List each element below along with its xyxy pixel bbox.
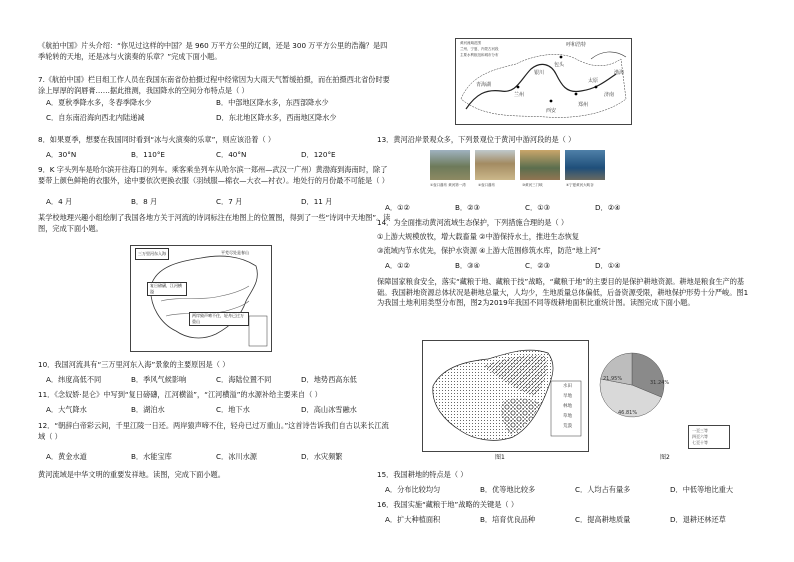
pie-legend [688,425,730,449]
land-use-legend-grassland: 草地 [563,414,572,419]
q14-option-b[interactable]: B．③④ [455,261,481,270]
map-legend-item-1: 黄河流域范围 [460,41,481,45]
city-label: 西安 [546,108,557,114]
q12-option-a[interactable]: A．黄金水道 [46,452,87,461]
q9-option-c[interactable]: C．7 月 [216,197,243,206]
q7-options-row2 [46,113,337,123]
pie-legend-item-3: 七至十等 [692,440,708,445]
land-use-legend-desert: 荒漠 [563,424,572,429]
intro-paragraph-2: 某学校地理兴趣小组绘制了我国各地方关于河流的诗词标注在地图上的位置图，得到了一些“诗词中天地图”。读图，完成下面小题。 [38,213,391,233]
q7-options-row1 [46,98,329,108]
q12-options [46,452,342,462]
photo-3 [520,150,560,180]
q14-statement-line-1: ①上游大规模放牧，增大载畜量 ②中游保持水土，推进生态恢复 [377,232,580,241]
q8-option-b[interactable]: B．110°E [131,150,165,159]
q12-option-d[interactable]: D．水灾频繁 [301,452,343,461]
q11-option-a[interactable]: A．大气降水 [46,405,87,414]
photo-2 [475,150,515,180]
q15-option-d[interactable]: D．中低等地比重大 [670,485,734,494]
map-legend-item-3: 主要水利枢纽和城市分布 [460,53,499,57]
photo-caption-1: ①壶口瀑布 黄河第一湾 [430,183,466,187]
q10-option-a[interactable]: A．纬度高低不同 [46,375,102,384]
photo-4 [565,150,605,180]
q15-option-c[interactable]: C．人均占有量多 [575,485,631,494]
city-label: 郑州 [578,102,589,108]
q14-option-c[interactable]: C．②③ [525,261,551,270]
pie-label-3: 21.95% [603,376,623,382]
q16-option-b[interactable]: B．培育优良品种 [480,515,536,524]
land-use-legend-forest: 林地 [563,404,572,409]
pie-legend-item-2: 四至六等 [692,434,708,439]
question-12: 12．“朝辞白帝彩云间，千里江陵一日还。两岸猿声啼不住，轻舟已过万重山。”这首诗告诉我们自古以来长江流域（ ） [38,421,389,441]
city-label: 太原 [588,78,599,84]
q7-option-a[interactable]: A．夏秋季降水多，冬春季降水少 [46,98,152,107]
map-legend-item-2: 兰州、宁夏、内蒙古河段 [460,47,499,51]
photo-caption-3: ③黄河三门峡 [522,183,543,187]
q13-option-c[interactable]: C．①③ [525,203,551,212]
question-9: 9．K 字头列车是哈尔滨开往海口的列车。乘客乘坐列车从哈尔滨一郑州—武汉一广州）黄渤海到海南时，除了要带上颜色鲜艳的衣服外，途中要依次更换衣服（羽绒服—棉衣—大衣—衬衣）。地处行的月份最不可能是（ ） [38,165,389,185]
china-river-poem-map [130,245,272,352]
pie-label-2: 46.81% [618,410,638,416]
q11-option-c[interactable]: C．地下水 [216,405,250,414]
map1-label-d: 平芜尽处是春山 [221,250,249,255]
q8-option-a[interactable]: A．30°N [46,150,77,159]
figure-2-caption: 图2 [660,454,670,461]
pie-legend-item-1: 一至三等 [692,428,708,433]
q16-options [385,515,726,525]
q11-options [46,405,357,415]
question-15: 15．我国耕地的特点是（ ） [377,470,468,479]
question-10: 10．我国河流具有“三万里河东入海”景象的主要原因是（ ） [38,360,230,369]
question-14: 14．为全面推动黄河流域生态保护，下列措施合理的是（ ） [377,218,569,227]
city-label: 渤海 [614,70,625,76]
q10-option-c[interactable]: C．海陆位置不同 [216,375,272,384]
city-label: 银川 [534,70,545,76]
photo-1 [430,150,470,180]
q14-option-d[interactable]: D．①④ [595,261,621,270]
china-outline-icon [131,246,271,351]
land-use-legend-paddy: 水田 [563,384,572,389]
city-label: 包头 [554,62,565,68]
q13-option-a[interactable]: A．①② [385,203,410,212]
q14-options [385,261,621,271]
q15-option-b[interactable]: B．优等地比较多 [480,485,536,494]
q7-option-b[interactable]: B．中部地区降水多，东西部降水少 [216,98,329,107]
q15-option-a[interactable]: A．分布比较均匀 [385,485,441,494]
q13-option-d[interactable]: D．②④ [595,203,621,212]
map1-label-b: 复日磅礴，江河横溢 [147,282,187,296]
question-16: 16．我国实施“藏粮于地”战略的关键是（ ） [377,500,519,509]
q12-option-b[interactable]: B．水能宝库 [131,452,172,461]
q16-option-a[interactable]: A．扩大种植面积 [385,515,441,524]
q16-option-c[interactable]: C．提高耕地质量 [575,515,631,524]
question-11: 11．《念奴娇·昆仑》中写到“复日磅礴，江河横溢”，“江河横溢”的水源补给主要来自（ ） [38,390,322,399]
q9-option-a[interactable]: A．4 月 [46,197,73,206]
q14-option-a[interactable]: A．①② [385,261,410,270]
figure-1-caption: 图1 [495,454,505,461]
q8-options [46,150,336,160]
q7-option-c[interactable]: C．自东南沿海向西北内陆递减 [46,113,145,122]
map1-label-a: 三万里河东入海 [135,248,169,260]
yellow-river-basin-map [455,38,632,125]
q11-option-d[interactable]: D．高山冰雪融水 [301,405,357,414]
q7-option-d[interactable]: D．东北地区降水多，西南地区降水少 [216,113,337,122]
city-label: 青海湖 [476,82,492,88]
question-13: 13．黄河沿岸景观众多，下列景观位于黄河中游河段的是（ ） [377,135,576,144]
q11-option-b[interactable]: B．湖泊水 [131,405,165,414]
q10-option-d[interactable]: D．地势西高东低 [301,375,357,384]
city-label: 兰州 [514,92,525,98]
pie-label-1: 31.24% [650,380,670,386]
q15-options [385,485,733,495]
intro-paragraph-4: 保障国家粮食安全，落实“藏粮于地、藏粮于技”战略，“藏粮于地”的主要目的是保护耕地资源。耕地是粮食生产的基础。我国耕地资源总体状况是耕地总量大，人均少，生地质量总体偏低，后备资源受限，耕地保护形势十分严峻。图1为我国土地利用类型分布图，图2为2019年我国不同等级耕地面积比重统计图。读图完成下面小题。 [377,277,749,307]
photo-caption-2: ②壶口瀑布 [478,183,496,187]
q13-option-b[interactable]: B．②③ [455,203,481,212]
q8-option-d[interactable]: D．120°E [301,150,336,159]
q9-option-d[interactable]: D．11 月 [301,197,333,206]
city-label: 济南 [604,92,615,98]
intro-paragraph: 《航拍中国》片头介绍：“你见过这样的中国？是 960 万平方公里的辽阔，还是 300 万平方公里的浩瀚？是四季轮转的天地，还是冰与火演奏的乐章？”完成下面小题。 [38,41,388,61]
q8-option-c[interactable]: C．40°N [216,150,247,159]
land-use-legend-dryland: 旱地 [563,394,572,399]
q12-option-c[interactable]: C．冰川水源 [216,452,257,461]
q14-statement-line-2: ③流域内节水优先，保护水资源 ④上游大范围修筑水库，防范“地上河” [377,246,601,255]
q10-options [46,375,357,385]
land-use-map [422,340,589,452]
city-label: 呼和浩特 [566,42,587,48]
q9-option-b[interactable]: B．8 月 [131,197,158,206]
q10-option-b[interactable]: B．季风气候影响 [131,375,187,384]
map1-label-c: 两岸猿声啼不住，轻舟已过万重山 [189,312,249,326]
question-8: 8．如果夏季，想要在我国同时看到“冰与火演奏的乐章”，则应该沿着（ ） [38,135,276,144]
intro-paragraph-3: 黄河流域是中华文明的重要发祥地。读图，完成下面小题。 [38,470,225,479]
q13-options [385,203,621,213]
q16-option-d[interactable]: D．退耕还林还草 [670,515,726,524]
q9-options [46,197,332,207]
photo-caption-4: ④宁夏黄河大峡谷 [566,183,594,187]
question-7: 7.《航拍中国》栏目组工作人员在我国东南省份拍摄过程中经常因为大雨天气暂缓拍摄，而在拍摄西北省份时要涂上厚厚的润唇膏……据此推测，我国降水的空间分布特点是（ ） [38,75,390,95]
